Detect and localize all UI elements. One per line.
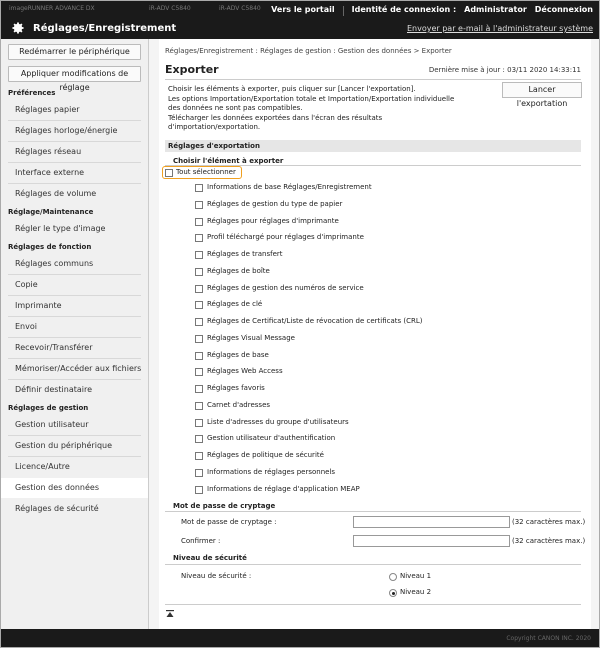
choose-items-heading: Choisir l'élément à exporter bbox=[173, 157, 284, 165]
export-item-label: Réglages de transfert bbox=[207, 250, 283, 258]
sidebar-item-receive-forward[interactable]: Recevoir/Transférer bbox=[15, 343, 93, 352]
login-user: Administrator bbox=[464, 5, 527, 14]
start-export-button[interactable]: Lancer l'exportation bbox=[502, 82, 582, 98]
device-model: iR-ADV C5840 bbox=[149, 5, 191, 12]
description bbox=[168, 85, 468, 133]
export-item-checkbox[interactable] bbox=[195, 419, 203, 427]
export-item-checkbox[interactable] bbox=[195, 435, 203, 443]
breadcrumb: Réglages/Enregistrement : Réglages de gestion : Gestion des données > Exporter bbox=[165, 47, 452, 55]
export-item-checkbox[interactable] bbox=[195, 234, 203, 242]
divider bbox=[165, 564, 581, 565]
sidebar-group-management: Réglages de gestion bbox=[8, 404, 89, 412]
export-item-checkbox[interactable] bbox=[195, 385, 203, 393]
top-bar bbox=[1, 1, 600, 39]
level-2-radio[interactable] bbox=[389, 589, 397, 597]
sidebar-group-maintenance: Réglage/Maintenance bbox=[8, 208, 94, 216]
export-item-checkbox[interactable] bbox=[195, 452, 203, 460]
divider bbox=[165, 511, 581, 512]
export-item-checkbox[interactable] bbox=[195, 469, 203, 477]
export-item-label: Réglages de politique de sécurité bbox=[207, 451, 324, 459]
app-title bbox=[11, 20, 176, 36]
export-item-label: Informations de réglages personnels bbox=[207, 468, 336, 476]
copyright: Copyright CANON INC. 2020 bbox=[506, 635, 591, 642]
top-links bbox=[271, 5, 593, 16]
password-label: Mot de passe de cryptage : bbox=[181, 518, 277, 526]
description-line: Télécharger les données exportées dans l'écran des résultats bbox=[168, 113, 383, 122]
export-item-checkbox[interactable] bbox=[195, 486, 203, 494]
export-item-label: Profil téléchargé pour réglages d'imprimante bbox=[207, 233, 364, 241]
sidebar-item-security[interactable]: Réglages de sécurité bbox=[15, 504, 99, 513]
sidebar-item-user-management[interactable]: Gestion utilisateur bbox=[15, 420, 89, 429]
export-item-label: Réglages de clé bbox=[207, 300, 263, 308]
sidebar-item-paper[interactable]: Réglages papier bbox=[15, 105, 80, 114]
export-item-label: Réglages Web Access bbox=[207, 367, 283, 375]
device-name: imageRUNNER ADVANCE DX bbox=[9, 5, 95, 12]
level-1-label: Niveau 1 bbox=[400, 572, 432, 580]
export-item-label: Gestion utilisateur d'authentification bbox=[207, 434, 336, 442]
export-item-label: Informations de réglage d'application MEAP bbox=[207, 485, 360, 493]
confirm-password-input[interactable] bbox=[353, 535, 510, 547]
sidebar-item-common[interactable]: Réglages communs bbox=[15, 259, 94, 268]
sidebar-item-copy[interactable]: Copie bbox=[15, 280, 38, 289]
sidebar-item-network[interactable]: Réglages réseau bbox=[15, 147, 82, 156]
sidebar-item-volume[interactable]: Réglages de volume bbox=[15, 189, 97, 198]
export-item-checkbox[interactable] bbox=[195, 318, 203, 326]
export-item-label: Réglages de gestion du type de papier bbox=[207, 200, 343, 208]
level-1-radio[interactable] bbox=[389, 573, 397, 581]
description-line: d'importation/exportation. bbox=[168, 123, 261, 131]
export-item-checkbox[interactable] bbox=[195, 335, 203, 343]
mail-admin-link[interactable]: Envoyer par e-mail à l'administrateur système bbox=[406, 24, 593, 33]
export-item-label: Réglages de boîte bbox=[207, 267, 270, 275]
export-item-label: Carnet d'adresses bbox=[207, 401, 271, 409]
sidebar-item-data-management[interactable]: Gestion des données bbox=[1, 478, 148, 498]
sidebar-item-set-destination[interactable]: Définir destinataire bbox=[15, 385, 93, 394]
page-title: Exporter bbox=[165, 63, 219, 76]
export-item-label: Informations de base Réglages/Enregistrement bbox=[207, 183, 372, 191]
export-item-label: Réglages de base bbox=[207, 351, 269, 359]
portal-link[interactable]: Vers le portail bbox=[271, 5, 335, 14]
export-item-label: Liste d'adresses du groupe d'utilisateurs bbox=[207, 418, 349, 426]
description-line: Les options Importation/Exportation totale et Importation/Exportation individuelle bbox=[168, 94, 455, 103]
export-item-checkbox[interactable] bbox=[195, 268, 203, 276]
description-line: des données ne sont pas compatibles. bbox=[168, 104, 303, 112]
export-item-label: Réglages de gestion des numéros de service bbox=[207, 284, 364, 292]
login-label: Identité de connexion : bbox=[351, 5, 457, 14]
restart-device-button[interactable]: Redémarrer le périphérique bbox=[8, 44, 141, 60]
select-all-label: Tout sélectionner bbox=[176, 168, 236, 176]
sidebar-item-printer[interactable]: Imprimante bbox=[15, 301, 62, 310]
export-item-checkbox[interactable] bbox=[195, 201, 203, 209]
export-settings-heading: Réglages d'exportation bbox=[165, 140, 581, 152]
device-model-2: iR-ADV C5840 bbox=[219, 5, 261, 12]
export-item-checkbox[interactable] bbox=[195, 352, 203, 360]
export-item-checkbox[interactable] bbox=[195, 251, 203, 259]
export-item-label: Réglages Visual Message bbox=[207, 334, 295, 342]
sidebar-group-preferences: Préférences bbox=[8, 89, 56, 97]
password-input[interactable] bbox=[353, 516, 510, 528]
export-item-checkbox[interactable] bbox=[195, 184, 203, 192]
export-item-checkbox[interactable] bbox=[195, 402, 203, 410]
export-item-label: Réglages pour réglages d'imprimante bbox=[207, 217, 339, 225]
export-item-label: Réglages de Certificat/Liste de révocation de certificats (CRL) bbox=[207, 317, 423, 325]
separator bbox=[343, 6, 344, 16]
sidebar-item-clock-energy[interactable]: Réglages horloge/énergie bbox=[15, 126, 118, 135]
export-item-checkbox[interactable] bbox=[195, 301, 203, 309]
sidebar-item-store-access-files[interactable]: Mémoriser/Accéder aux fichiers bbox=[15, 364, 142, 373]
divider bbox=[165, 604, 581, 605]
security-level-label: Niveau de sécurité : bbox=[181, 572, 252, 580]
export-item-label: Réglages favoris bbox=[207, 384, 265, 392]
apply-settings-button[interactable]: Appliquer modifications de réglage bbox=[8, 66, 141, 82]
scroll-to-top-icon[interactable] bbox=[166, 610, 174, 618]
export-item-checkbox[interactable] bbox=[195, 285, 203, 293]
description-line: Choisir les éléments à exporter, puis cliquer sur [Lancer l'exportation]. bbox=[168, 85, 416, 93]
last-update: Dernière mise à jour : 03/11 2020 14:33:11 bbox=[428, 66, 581, 74]
sidebar-item-license[interactable]: Licence/Autre bbox=[15, 462, 70, 471]
app-title-text: Réglages/Enregistrement bbox=[33, 22, 177, 34]
sidebar-item-device-management[interactable]: Gestion du périphérique bbox=[15, 441, 113, 450]
sidebar-group-function: Réglages de fonction bbox=[8, 243, 92, 251]
password-hint: (32 caractères max.) bbox=[512, 518, 586, 526]
sidebar bbox=[1, 39, 149, 629]
export-item-checkbox[interactable] bbox=[195, 218, 203, 226]
footer bbox=[1, 629, 600, 648]
level-2-label: Niveau 2 bbox=[400, 588, 432, 596]
password-heading: Mot de passe de cryptage bbox=[173, 502, 276, 510]
security-level-heading: Niveau de sécurité bbox=[173, 554, 247, 562]
sidebar-item-image-type[interactable]: Régler le type d'image bbox=[15, 224, 106, 233]
select-all-checkbox[interactable] bbox=[165, 169, 173, 177]
confirm-hint: (32 caractères max.) bbox=[512, 537, 586, 545]
title-divider bbox=[165, 79, 581, 80]
logout-link[interactable]: Déconnexion bbox=[534, 5, 593, 14]
export-item-checkbox[interactable] bbox=[195, 368, 203, 376]
confirm-label: Confirmer : bbox=[181, 537, 221, 545]
sidebar-item-external-interface[interactable]: Interface externe bbox=[15, 168, 85, 177]
gear-icon bbox=[11, 21, 25, 35]
sidebar-item-send[interactable]: Envoi bbox=[15, 322, 37, 331]
